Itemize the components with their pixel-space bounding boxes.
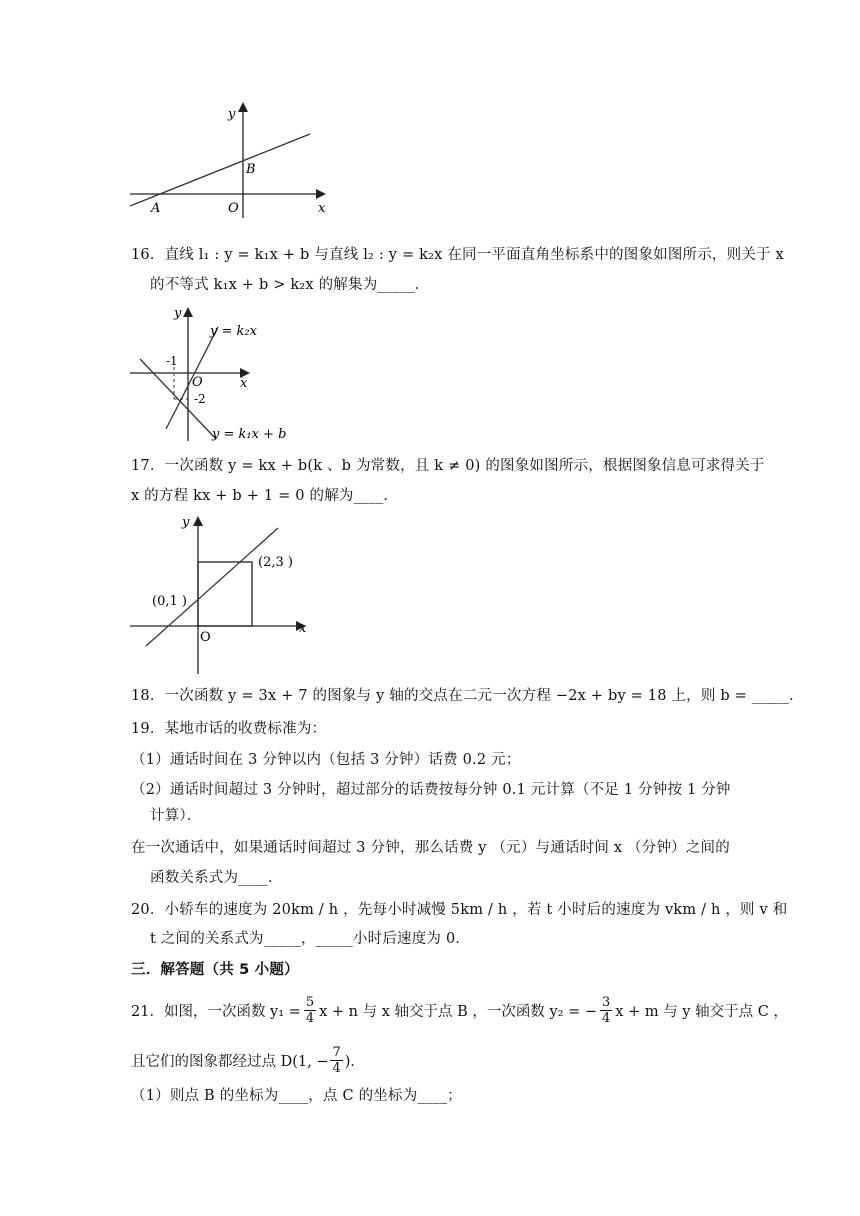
q16-line-1: 16．直线 l₁ : y = k₁x + b 与直线 l₂ : y = k₂x 在同一平面直角坐标系中的图象如图所示，则关于 x — [131, 247, 784, 263]
q20-line-1: 20．小轿车的速度为 20km / h ，先每小时减慢 5km / h ，若 t 小时后的速度为 vkm / h ，则 v 和 — [131, 902, 788, 918]
q21-frac-1-den: 4 — [305, 1010, 315, 1026]
fig3-y-label: y — [182, 515, 190, 530]
fig3-point-23: (2,3 ) — [258, 555, 293, 570]
q21-frac-3-den: 4 — [332, 1060, 341, 1076]
q21-frac-2-den: 4 — [602, 1010, 611, 1026]
q19-line-6: 函数关系式为____． — [150, 870, 283, 886]
fig1-x-label: x — [318, 201, 326, 216]
q16-line-2: 的不等式 k₁x + b > k₂x 的解集为_____． — [150, 277, 430, 293]
fig1-b-label: B — [246, 162, 256, 177]
q19-line-2: （1）通话时间在 3 分钟以内（包括 3 分钟）话费 0.2 元； — [131, 752, 521, 768]
q21-frac-3 — [330, 1045, 342, 1076]
fig2-l1-label: y = k₁x + b — [212, 427, 286, 442]
q21-frac-2-num: 3 — [602, 994, 611, 1010]
fig2-origin-label: O — [192, 375, 203, 390]
fig1-o-label: O — [228, 201, 239, 216]
fig1-a-label: A — [151, 201, 161, 216]
fig3-origin-label: O — [200, 630, 211, 645]
q21-line-2 — [131, 1038, 365, 1082]
fig3-point-01: (0,1 ) — [152, 594, 187, 609]
q21-frac-2 — [600, 995, 612, 1026]
q17-line-2: x 的方程 kx + b + 1 = 0 的解为____． — [131, 488, 399, 504]
fig2-l2-label: y = k₂x — [210, 324, 257, 339]
fig2-tick-y: -2 — [194, 392, 206, 406]
figure-two-lines — [126, 303, 286, 445]
fig2-tick-x: -1 — [166, 354, 178, 368]
fig2-x-label: x — [240, 376, 248, 391]
fig3-x-label: x — [299, 621, 307, 636]
q18-line-1: 18．一次函数 y = 3x + 7 的图象与 y 轴的交点在二元一次方程 −2x + by = 18 上，则 b = _____． — [131, 688, 804, 704]
q19-line-4: 计算）． — [150, 808, 202, 824]
q21-text-1b: x + n 与 x 轴交于点 B ，一次函数 y₂ = − — [319, 1003, 598, 1020]
q20-line-2: t 之间的关系式为_____，_____小时后速度为 0． — [150, 931, 471, 947]
fig1-y-label: y — [228, 107, 236, 122]
q21-text-1a: 21．如图，一次函数 y₁ = — [131, 1003, 301, 1020]
q21-frac-3-num: 7 — [332, 1044, 341, 1060]
q21-text-2a: 且它们的图象都经过点 D(1, − — [131, 1053, 329, 1070]
q21-line-1 — [131, 988, 788, 1032]
q21-text-2b: )． — [344, 1053, 365, 1070]
figure-line-square — [128, 510, 320, 676]
q19-line-3: （2）通话时间超过 3 分钟时，超过部分的话费按每分钟 0.1 元计算（不足 1 分钟按 1 分钟 — [131, 782, 731, 798]
q19-line-1: 19．某地市话的收费标准为： — [131, 721, 327, 737]
q21-frac-1 — [304, 995, 316, 1026]
fig2-y-label: y — [174, 306, 182, 321]
figure-line-ab — [128, 98, 338, 220]
q21-text-1c: x + m 与 y 轴交于点 C ， — [615, 1003, 788, 1020]
q17-line-1: 17．一次函数 y = kx + b(k 、b 为常数，且 k ≠ 0) 的图象如图所示，根据图象信息可求得关于 — [131, 458, 765, 474]
q21-line-3: （1）则点 B 的坐标为____，点 C 的坐标为____； — [131, 1088, 462, 1104]
q19-line-5: 在一次通话中，如果通话时间超过 3 分钟，那么话费 y （元）与通话时间 x （分钟）之间的 — [131, 840, 730, 856]
q21-frac-1-num: 5 — [305, 994, 315, 1010]
section-title: 三．解答题（共 5 小题） — [131, 962, 299, 978]
